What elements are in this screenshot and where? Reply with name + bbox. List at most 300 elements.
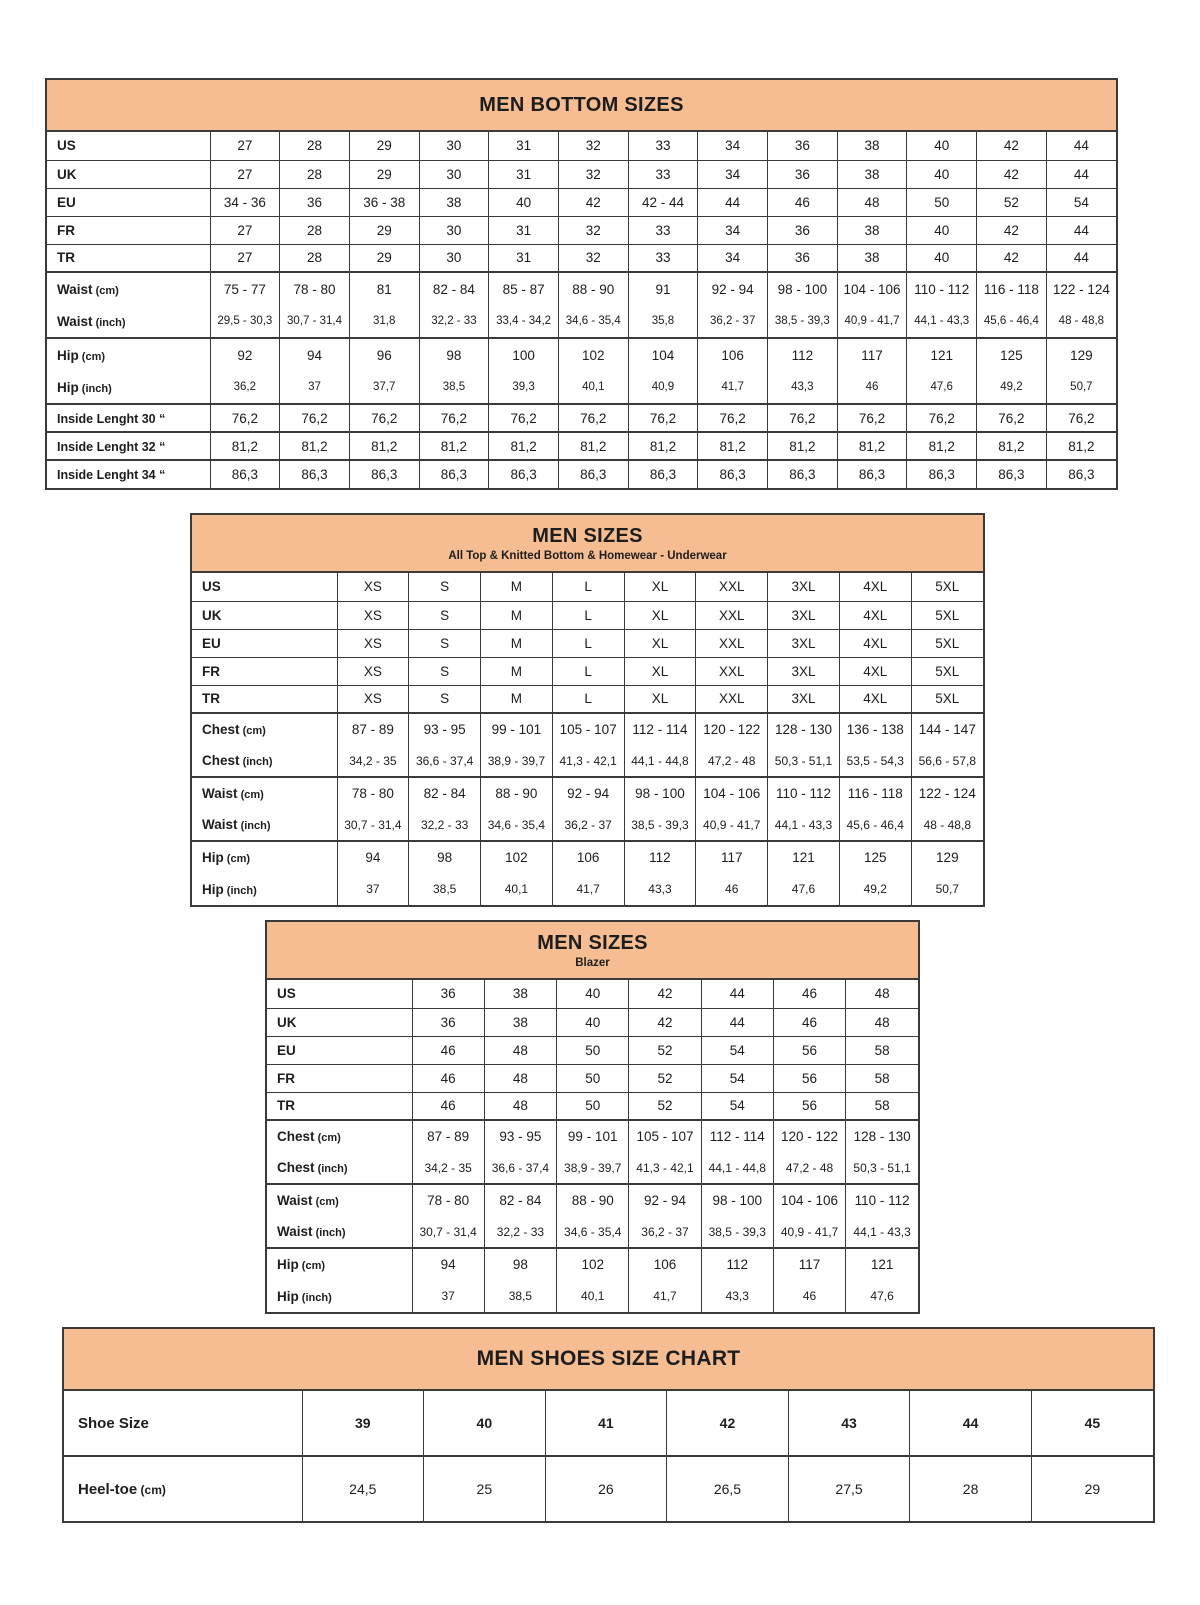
size-cell: 34 xyxy=(698,244,768,272)
size-cell: 46 xyxy=(768,188,838,216)
size-cell: 33,4 - 34,2 xyxy=(489,305,559,338)
size-cell: 47,6 xyxy=(907,371,977,404)
size-cell: 41,7 xyxy=(698,371,768,404)
size-cell: 5XL xyxy=(911,685,983,713)
size-cell: 86,3 xyxy=(907,460,977,488)
row-label: US xyxy=(267,980,412,1008)
size-cell: 42 - 44 xyxy=(628,188,698,216)
table-row xyxy=(47,216,1116,244)
size-cell: 46 xyxy=(773,1280,845,1312)
size-cell: 98 xyxy=(484,1248,556,1280)
table-row xyxy=(192,573,983,601)
size-cell: 120 - 122 xyxy=(696,713,768,745)
table-header-band xyxy=(47,80,1116,132)
size-cell: 50 xyxy=(907,188,977,216)
row-label: EU xyxy=(192,629,337,657)
size-cell: 82 - 84 xyxy=(419,272,489,305)
size-cell: 40 xyxy=(907,244,977,272)
size-cell: 92 - 94 xyxy=(698,272,768,305)
size-cell: 122 - 124 xyxy=(1046,272,1116,305)
size-cell: 4XL xyxy=(839,601,911,629)
size-cell: 86,3 xyxy=(1046,460,1116,488)
size-cell: 47,2 - 48 xyxy=(773,1152,845,1184)
table-row xyxy=(192,629,983,657)
size-cell: 121 xyxy=(907,338,977,371)
size-cell: 76,2 xyxy=(210,404,280,432)
size-cell: 50,3 - 51,1 xyxy=(846,1152,918,1184)
table-row xyxy=(267,1064,918,1092)
size-cell: 41,3 - 42,1 xyxy=(629,1152,701,1184)
size-cell: 5XL xyxy=(911,573,983,601)
size-cell: 26,5 xyxy=(667,1456,789,1521)
size-cell: 86,3 xyxy=(489,460,559,488)
size-cell: 43,3 xyxy=(624,873,696,905)
row-label: Hip (cm) xyxy=(192,841,337,873)
size-cell: 144 - 147 xyxy=(911,713,983,745)
table-subtitle: Blazer xyxy=(575,956,610,969)
size-cell: 125 xyxy=(977,338,1047,371)
size-cell: 112 xyxy=(624,841,696,873)
table-title: MEN SHOES SIZE CHART xyxy=(476,1347,741,1370)
table-row xyxy=(47,132,1116,160)
row-label: Waist (cm) xyxy=(192,777,337,809)
size-cell: 136 - 138 xyxy=(839,713,911,745)
size-cell: 76,2 xyxy=(698,404,768,432)
size-cell: 36 - 38 xyxy=(349,188,419,216)
size-cell: 40 xyxy=(489,188,559,216)
row-label: EU xyxy=(267,1036,412,1064)
size-cell: 42 xyxy=(629,1008,701,1036)
size-cell: 29,5 - 30,3 xyxy=(210,305,280,338)
size-cell: 4XL xyxy=(839,657,911,685)
row-label: Inside Lenght 34 “ xyxy=(47,460,210,488)
size-cell: 38,9 - 39,7 xyxy=(481,745,553,777)
size-cell: 41,7 xyxy=(629,1280,701,1312)
table-row xyxy=(192,809,983,841)
size-cell: 48 xyxy=(846,1008,918,1036)
size-cell: 81,2 xyxy=(210,432,280,460)
size-cell: 128 - 130 xyxy=(768,713,840,745)
row-label-unit: (inch) xyxy=(239,756,273,768)
size-cell: 29 xyxy=(349,132,419,160)
row-label-unit: (cm) xyxy=(312,1196,339,1208)
size-cell: 40,1 xyxy=(557,1280,629,1312)
size-cell: 34,6 - 35,4 xyxy=(481,809,553,841)
size-cell: XS xyxy=(337,601,409,629)
size-cell: 48 - 48,8 xyxy=(1046,305,1116,338)
men-sizes-top-table xyxy=(190,513,985,907)
size-cell: 43,3 xyxy=(768,371,838,404)
table-row xyxy=(267,1036,918,1064)
table-row xyxy=(47,432,1116,460)
size-cell: 33 xyxy=(628,244,698,272)
size-cell: 32 xyxy=(558,132,628,160)
size-grid xyxy=(47,132,1116,488)
size-cell: 129 xyxy=(911,841,983,873)
size-cell: 100 xyxy=(489,338,559,371)
table-row xyxy=(47,188,1116,216)
size-grid xyxy=(192,573,983,905)
table-row xyxy=(192,713,983,745)
size-cell: 31 xyxy=(489,244,559,272)
size-cell: 44 xyxy=(701,1008,773,1036)
table-row xyxy=(267,1184,918,1216)
size-cell: 116 - 118 xyxy=(977,272,1047,305)
size-cell: 87 - 89 xyxy=(412,1120,484,1152)
size-cell: 36 xyxy=(768,216,838,244)
row-label-unit: (inch) xyxy=(92,316,126,329)
size-cell: 93 - 95 xyxy=(484,1120,556,1152)
size-cell: 48 xyxy=(484,1036,556,1064)
size-cell: 54 xyxy=(701,1092,773,1120)
row-label-unit: (cm) xyxy=(137,1482,166,1497)
size-cell: 3XL xyxy=(768,629,840,657)
size-cell: 112 xyxy=(768,338,838,371)
size-cell: 81,2 xyxy=(628,432,698,460)
size-cell: 40 xyxy=(907,132,977,160)
size-cell: 36,2 - 37 xyxy=(698,305,768,338)
size-cell: 94 xyxy=(280,338,350,371)
size-cell: XL xyxy=(624,685,696,713)
size-cell: 34 xyxy=(698,160,768,188)
size-cell: 86,3 xyxy=(558,460,628,488)
size-cell: 42 xyxy=(977,160,1047,188)
size-cell: 94 xyxy=(412,1248,484,1280)
size-cell: 52 xyxy=(629,1064,701,1092)
row-label: Chest (cm) xyxy=(192,713,337,745)
size-cell: S xyxy=(409,601,481,629)
size-cell: 86,3 xyxy=(698,460,768,488)
size-cell: 38,5 xyxy=(409,873,481,905)
table-row xyxy=(192,685,983,713)
size-cell: 81,2 xyxy=(489,432,559,460)
size-cell: 86,3 xyxy=(628,460,698,488)
size-cell: 27 xyxy=(210,216,280,244)
size-cell: 42 xyxy=(977,244,1047,272)
men-sizes-blazer-table xyxy=(265,920,920,1314)
table-row xyxy=(47,404,1116,432)
size-cell: 98 - 100 xyxy=(768,272,838,305)
size-cell: 102 xyxy=(557,1248,629,1280)
row-label: Chest (inch) xyxy=(267,1152,412,1184)
size-cell: 58 xyxy=(846,1064,918,1092)
size-cell: 44 xyxy=(701,980,773,1008)
size-cell: 86,3 xyxy=(280,460,350,488)
size-cell: 27 xyxy=(210,244,280,272)
size-cell: 31 xyxy=(489,160,559,188)
size-cell: M xyxy=(481,573,553,601)
size-cell: 34 - 36 xyxy=(210,188,280,216)
size-cell: 42 xyxy=(558,188,628,216)
table-row xyxy=(267,1152,918,1184)
size-cell: XXL xyxy=(696,657,768,685)
row-label: Waist (cm) xyxy=(47,272,210,305)
size-cell: 46 xyxy=(412,1064,484,1092)
size-cell: 42 xyxy=(977,132,1047,160)
row-label-unit: (cm) xyxy=(314,1132,341,1144)
size-cell: 58 xyxy=(846,1092,918,1120)
size-cell: 32,2 - 33 xyxy=(484,1216,556,1248)
size-cell: 104 - 106 xyxy=(773,1184,845,1216)
row-label-unit: (inch) xyxy=(298,1291,332,1304)
size-cell: 38 xyxy=(484,1008,556,1036)
size-cell: 110 - 112 xyxy=(768,777,840,809)
size-cell: XXL xyxy=(696,601,768,629)
size-cell: 56 xyxy=(773,1092,845,1120)
size-cell: 93 - 95 xyxy=(409,713,481,745)
size-grid xyxy=(267,980,918,1312)
size-cell: 37,7 xyxy=(349,371,419,404)
size-cell: L xyxy=(552,573,624,601)
size-cell: 38,5 xyxy=(419,371,489,404)
table-row xyxy=(192,777,983,809)
table-row xyxy=(47,160,1116,188)
size-cell: 50 xyxy=(557,1036,629,1064)
table-title: MEN SIZES xyxy=(532,524,643,547)
table-row xyxy=(64,1456,1153,1521)
size-cell: 31 xyxy=(489,216,559,244)
size-cell: 40,9 - 41,7 xyxy=(773,1216,845,1248)
row-label: Inside Lenght 30 “ xyxy=(47,404,210,432)
size-cell: L xyxy=(552,601,624,629)
size-cell: 27 xyxy=(210,132,280,160)
row-label: Waist (inch) xyxy=(267,1216,412,1248)
size-cell: 44,1 - 43,3 xyxy=(846,1216,918,1248)
size-cell: 24,5 xyxy=(302,1456,424,1521)
size-cell: 117 xyxy=(773,1248,845,1280)
size-cell: 46 xyxy=(773,980,845,1008)
row-label: TR xyxy=(47,244,210,272)
size-cell: 76,2 xyxy=(907,404,977,432)
size-cell: 44 xyxy=(910,1391,1032,1456)
size-cell: 32 xyxy=(558,160,628,188)
row-label: US xyxy=(192,573,337,601)
size-cell: 99 - 101 xyxy=(557,1120,629,1152)
size-cell: 117 xyxy=(696,841,768,873)
size-cell: 45,6 - 46,4 xyxy=(977,305,1047,338)
size-cell: 48 xyxy=(846,980,918,1008)
size-cell: XS xyxy=(337,573,409,601)
size-cell: 78 - 80 xyxy=(337,777,409,809)
size-cell: 110 - 112 xyxy=(907,272,977,305)
size-cell: 52 xyxy=(629,1036,701,1064)
row-label: Hip (inch) xyxy=(192,873,337,905)
size-cell: 32,2 - 33 xyxy=(409,809,481,841)
size-cell: 44,1 - 44,8 xyxy=(624,745,696,777)
size-cell: 32 xyxy=(558,244,628,272)
size-cell: XL xyxy=(624,629,696,657)
size-cell: 41 xyxy=(545,1391,667,1456)
row-label: Shoe Size xyxy=(64,1391,302,1456)
size-cell: 36 xyxy=(768,160,838,188)
size-cell: 42 xyxy=(667,1391,789,1456)
size-cell: 28 xyxy=(280,244,350,272)
row-label: FR xyxy=(192,657,337,685)
size-cell: 30,7 - 31,4 xyxy=(337,809,409,841)
size-cell: 104 - 106 xyxy=(696,777,768,809)
row-label: UK xyxy=(267,1008,412,1036)
size-cell: 40,9 xyxy=(628,371,698,404)
size-cell: 48 xyxy=(484,1092,556,1120)
size-cell: 36,6 - 37,4 xyxy=(409,745,481,777)
size-cell: 78 - 80 xyxy=(280,272,350,305)
size-cell: 44 xyxy=(1046,160,1116,188)
size-cell: 43,3 xyxy=(701,1280,773,1312)
row-label-unit: (cm) xyxy=(298,1260,326,1272)
row-label: FR xyxy=(47,216,210,244)
row-label-unit: (inch) xyxy=(312,1227,346,1239)
row-label: Inside Lenght 32 “ xyxy=(47,432,210,460)
size-cell: 29 xyxy=(1031,1456,1153,1521)
size-cell: 50,7 xyxy=(911,873,983,905)
size-cell: 30,7 - 31,4 xyxy=(280,305,350,338)
size-cell: 5XL xyxy=(911,601,983,629)
size-cell: 47,6 xyxy=(768,873,840,905)
size-cell: 39 xyxy=(302,1391,424,1456)
size-cell: 102 xyxy=(481,841,553,873)
size-cell: 102 xyxy=(558,338,628,371)
size-cell: 34,6 - 35,4 xyxy=(557,1216,629,1248)
size-cell: 38 xyxy=(837,216,907,244)
table-row xyxy=(47,272,1116,305)
size-cell: 128 - 130 xyxy=(846,1120,918,1152)
size-cell: 56 xyxy=(773,1036,845,1064)
size-cell: 5XL xyxy=(911,629,983,657)
size-cell: 104 xyxy=(628,338,698,371)
row-label: Hip (cm) xyxy=(47,338,210,371)
size-cell: 112 xyxy=(701,1248,773,1280)
row-label-unit: (cm) xyxy=(239,725,266,737)
size-cell: 120 - 122 xyxy=(773,1120,845,1152)
size-cell: 58 xyxy=(846,1036,918,1064)
size-cell: 49,2 xyxy=(839,873,911,905)
size-cell: 33 xyxy=(628,216,698,244)
size-cell: 29 xyxy=(349,244,419,272)
size-cell: 105 - 107 xyxy=(552,713,624,745)
size-cell: 99 - 101 xyxy=(481,713,553,745)
size-cell: 36,2 xyxy=(210,371,280,404)
size-cell: 86,3 xyxy=(419,460,489,488)
size-cell: 37 xyxy=(337,873,409,905)
size-cell: 44 xyxy=(1046,132,1116,160)
row-label: Chest (cm) xyxy=(267,1120,412,1152)
size-cell: XS xyxy=(337,685,409,713)
size-cell: 46 xyxy=(696,873,768,905)
size-cell: L xyxy=(552,629,624,657)
size-cell: 117 xyxy=(837,338,907,371)
table-row xyxy=(192,657,983,685)
size-cell: 52 xyxy=(977,188,1047,216)
size-cell: 76,2 xyxy=(349,404,419,432)
size-cell: 28 xyxy=(910,1456,1032,1521)
size-cell: 81,2 xyxy=(907,432,977,460)
row-label: UK xyxy=(47,160,210,188)
row-label: TR xyxy=(267,1092,412,1120)
size-cell: 31 xyxy=(489,132,559,160)
row-label: Waist (inch) xyxy=(192,809,337,841)
size-cell: 30 xyxy=(419,216,489,244)
size-cell: 54 xyxy=(701,1064,773,1092)
table-row xyxy=(267,1092,918,1120)
size-cell: 34,2 - 35 xyxy=(412,1152,484,1184)
size-cell: 29 xyxy=(349,160,419,188)
size-cell: 36 xyxy=(412,980,484,1008)
size-cell: 3XL xyxy=(768,685,840,713)
size-cell: 40,9 - 41,7 xyxy=(837,305,907,338)
size-cell: 38 xyxy=(837,160,907,188)
size-cell: 44 xyxy=(1046,216,1116,244)
size-cell: 32 xyxy=(558,216,628,244)
size-cell: 40 xyxy=(424,1391,546,1456)
table-row xyxy=(47,338,1116,371)
row-label: Waist (inch) xyxy=(47,305,210,338)
size-cell: 41,7 xyxy=(552,873,624,905)
size-cell: 38 xyxy=(837,244,907,272)
size-cell: 104 - 106 xyxy=(837,272,907,305)
size-cell: 30 xyxy=(419,160,489,188)
size-cell: 121 xyxy=(768,841,840,873)
men-shoes-size-table xyxy=(62,1327,1155,1523)
row-label-unit: (inch) xyxy=(78,382,112,395)
size-cell: 36 xyxy=(768,132,838,160)
size-cell: 87 - 89 xyxy=(337,713,409,745)
size-cell: 37 xyxy=(412,1280,484,1312)
size-cell: 34 xyxy=(698,216,768,244)
table-subtitle: All Top & Knitted Bottom & Homewear - Underwear xyxy=(448,549,727,562)
size-cell: 54 xyxy=(1046,188,1116,216)
size-cell: 106 xyxy=(552,841,624,873)
row-label-unit: (inch) xyxy=(314,1163,348,1175)
size-cell: 36,2 - 37 xyxy=(629,1216,701,1248)
table-row xyxy=(267,1008,918,1036)
size-cell: 125 xyxy=(839,841,911,873)
size-cell: 76,2 xyxy=(558,404,628,432)
size-cell: 121 xyxy=(846,1248,918,1280)
size-cell: 81,2 xyxy=(419,432,489,460)
size-cell: M xyxy=(481,629,553,657)
size-cell: 116 - 118 xyxy=(839,777,911,809)
size-cell: 81,2 xyxy=(280,432,350,460)
size-cell: 5XL xyxy=(911,657,983,685)
size-cell: 54 xyxy=(701,1036,773,1064)
row-label: US xyxy=(47,132,210,160)
size-cell: S xyxy=(409,573,481,601)
table-row xyxy=(192,873,983,905)
size-cell: L xyxy=(552,685,624,713)
size-cell: 27 xyxy=(210,160,280,188)
size-cell: 40 xyxy=(907,216,977,244)
size-cell: 3XL xyxy=(768,573,840,601)
size-cell: 92 - 94 xyxy=(629,1184,701,1216)
size-cell: XS xyxy=(337,657,409,685)
row-label-unit: (cm) xyxy=(78,350,106,363)
size-cell: 42 xyxy=(629,980,701,1008)
size-cell: 110 - 112 xyxy=(846,1184,918,1216)
size-cell: 45,6 - 46,4 xyxy=(839,809,911,841)
table-row xyxy=(47,244,1116,272)
size-cell: 81,2 xyxy=(768,432,838,460)
table-header-band xyxy=(192,515,983,573)
size-cell: 81 xyxy=(349,272,419,305)
size-cell: 92 xyxy=(210,338,280,371)
size-cell: 50 xyxy=(557,1064,629,1092)
size-cell: 76,2 xyxy=(628,404,698,432)
size-grid xyxy=(64,1391,1153,1521)
size-cell: 34 xyxy=(698,132,768,160)
size-cell: 35,8 xyxy=(628,305,698,338)
size-cell: 39,3 xyxy=(489,371,559,404)
size-cell: 30 xyxy=(419,244,489,272)
